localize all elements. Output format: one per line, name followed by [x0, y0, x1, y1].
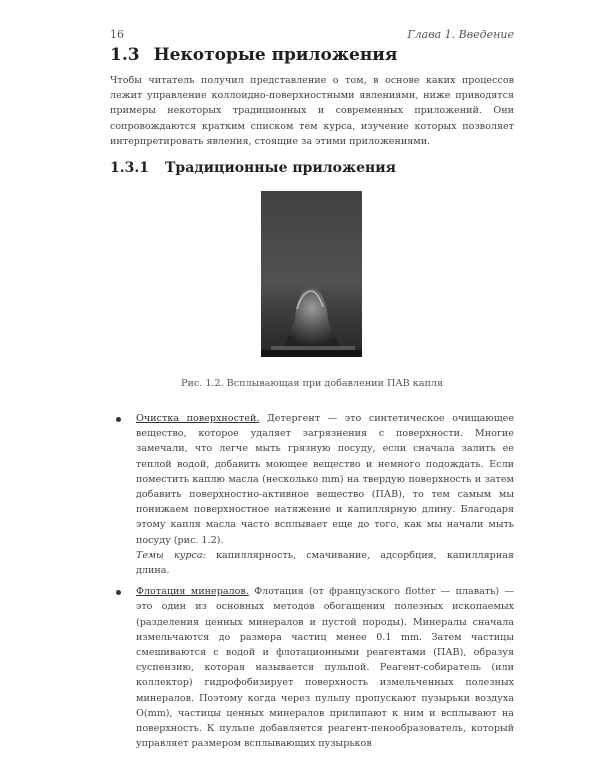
bullet-icon	[116, 417, 121, 422]
section-number: 1.3	[110, 45, 140, 65]
list-item	[110, 584, 514, 751]
item-text: Детергент — это синтетическое очищающее вещество, которое удаляет загрязнения с поверхности. Многие замечали, что легче мыть грязную посуду, если сначала залить ее теплой водой, добавить моющее вещество и немного подождать. Если поместить каплю масла (несколько mm) на твердую поверхность и затем добавить поверхностно-активное вещество (ПАВ), то тем самым мы понижаем поверхностное натяжение и капиллярную длину. Благодаря этому капля масла часто всплывает еще до того, как мы начали мыть посуду (рис. 1.2).	[136, 413, 514, 546]
application-list	[110, 411, 514, 757]
section-intro: Чтобы читатель получил представление о том, в основе каких процессов лежит управление коллоидно-поверхностными явлениями, ниже приводятся примеры некоторых традиционных и современных приложений. Они сопровождаются кратким списком тем курса, изучение которых позволяет интерпретировать явления, стоящие за этими приложениями.	[110, 75, 514, 147]
bullet-icon	[116, 590, 121, 595]
item-text: Флотация (от французского flotter — плавать) — это один из основных методов обогащения полезных ископаемых (разделения ценных минералов и пустой породы). Минералы сначала измельчаются до размера частиц менее 0.1 mm. Затем частицы смешиваются с водой и флотационными реагентами (ПАВ), образуя суспензию, которая называется пульпой. Реагент-собиратель (или коллектор) гидрофобизирует поверхность измельченных полезных минералов. Поэтому когда через пульпу пропускают пузырьки воздуха O(mm), частицы ценных минералов прилипают к ним и всплывают на поверхность. К пульпе добавляется реагент-пенообразователь, который управляет размером всплывающих пузырьков	[136, 586, 514, 750]
item-topics	[136, 548, 514, 578]
page-header	[110, 28, 514, 44]
section-title: Некоторые приложения	[153, 45, 398, 65]
section-heading	[110, 45, 514, 65]
topics-list: капиллярность, смачивание, адсорбция, капиллярная длина.	[136, 549, 514, 577]
figure-photo	[261, 191, 362, 357]
item-heading: Очистка поверхностей.	[136, 413, 260, 424]
item-paragraph	[136, 584, 514, 751]
page-number: 16	[110, 28, 124, 41]
item-paragraph	[136, 411, 514, 548]
subsection-title: Традиционные приложения	[164, 160, 396, 176]
running-title: Глава 1. Введение	[407, 28, 514, 41]
droplet-photo	[261, 191, 362, 357]
list-item	[110, 411, 514, 578]
topics-label: Темы курса:	[136, 549, 206, 561]
subsection-number: 1.3.1	[110, 160, 149, 176]
subsection-heading	[110, 160, 514, 176]
figure-caption: Рис. 1.2. Всплывающая при добавлении ПАВ капля	[181, 378, 443, 389]
item-heading: Флотация минералов.	[136, 586, 249, 598]
